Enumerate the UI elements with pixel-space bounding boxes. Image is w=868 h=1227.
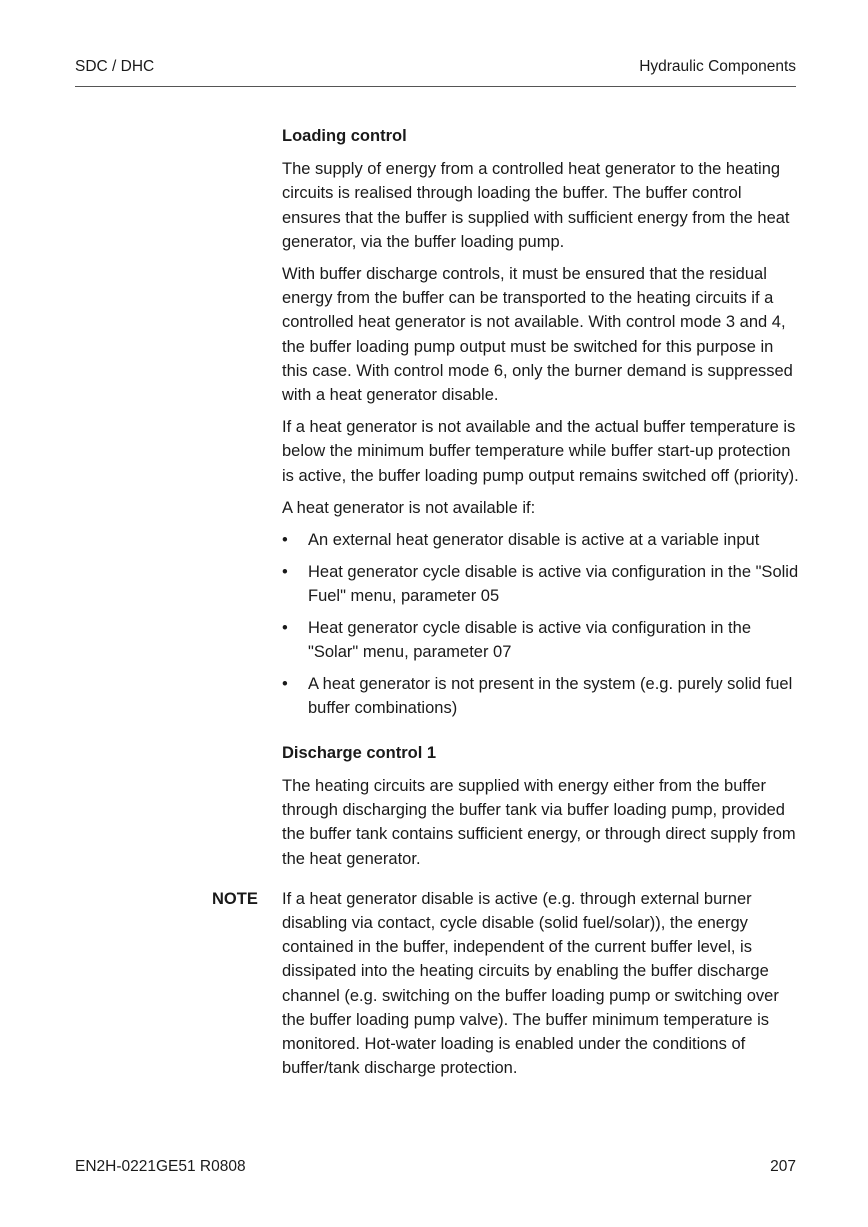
list-item [282, 528, 802, 552]
note-label: NOTE [212, 889, 258, 908]
list-item [282, 560, 802, 608]
bullet-icon: • [282, 674, 288, 693]
list-item [282, 616, 802, 664]
header-left: SDC / DHC [75, 58, 155, 75]
main-content [212, 124, 802, 1088]
loading-control-paragraph-1: The supply of energy from a controlled heat generator to the heating circuits is realised through loading the buffer. The buffer control ensures that the buffer is supplied with sufficient energy from the heat generator, via the buffer loading pump. [282, 160, 790, 251]
footer-doc-id: EN2H-0221GE51 R0808 [75, 1158, 246, 1175]
loading-control-heading: Loading control [282, 127, 407, 145]
bullet-icon: • [282, 562, 288, 581]
loading-control-paragraph-4: A heat generator is not available if: [282, 498, 536, 517]
loading-control-paragraph-2: With buffer discharge controls, it must be ensured that the residual energy from the buffer can be transported to the heating circuits if a controlled heat generator is not available. With control mode 3 and 4, the buffer loading pump output must be switched for this purpose in this case. With control mode 6, only the burner demand is suppressed with a heat generator disable. [282, 265, 793, 405]
list-item [282, 672, 802, 720]
list-item-text: A heat generator is not present in the system (e.g. purely solid fuel buffer combinations) [308, 674, 793, 718]
list-item-text: Heat generator cycle disable is active via configuration in the "Solar" menu, parameter 07 [308, 618, 751, 662]
header-right: Hydraulic Components [639, 58, 796, 75]
discharge-control-paragraph: The heating circuits are supplied with energy either from the buffer through discharging the buffer tank via buffer loading pump, provided the buffer tank contains sufficient energy, or through direct supply from the heat generator. [282, 777, 796, 868]
loading-control-paragraph-3: If a heat generator is not available and the actual buffer temperature is below the minimum buffer temperature while buffer start-up protection is active, the buffer loading pump output remains switched off (priority). [282, 418, 799, 485]
page-footer [75, 1158, 796, 1176]
bullet-icon: • [282, 618, 288, 637]
note-block [212, 887, 802, 1081]
list-item-text: Heat generator cycle disable is active via configuration in the "Solid Fuel" menu, parameter 05 [308, 562, 799, 606]
page-header [75, 58, 796, 87]
bullet-icon: • [282, 531, 288, 550]
note-text: If a heat generator disable is active (e.g. through external burner disabling via contact, cycle disable (solid fuel/solar)), the energy contained in the buffer, independent of the current buffer level, is dissipated into the heating circuits by enabling the buffer discharge channel (e.g. switching on the buffer loading pump or switching over the buffer loading pump valve). The buffer minimum temperature is monitored. Hot-water loading is enabled under the conditions of buffer/tank discharge protection. [282, 889, 779, 1078]
page-number: 207 [770, 1158, 796, 1175]
unavailable-conditions-list [282, 528, 802, 720]
discharge-control-heading: Discharge control 1 [282, 743, 437, 762]
list-item-text: An external heat generator disable is active at a variable input [308, 531, 760, 550]
